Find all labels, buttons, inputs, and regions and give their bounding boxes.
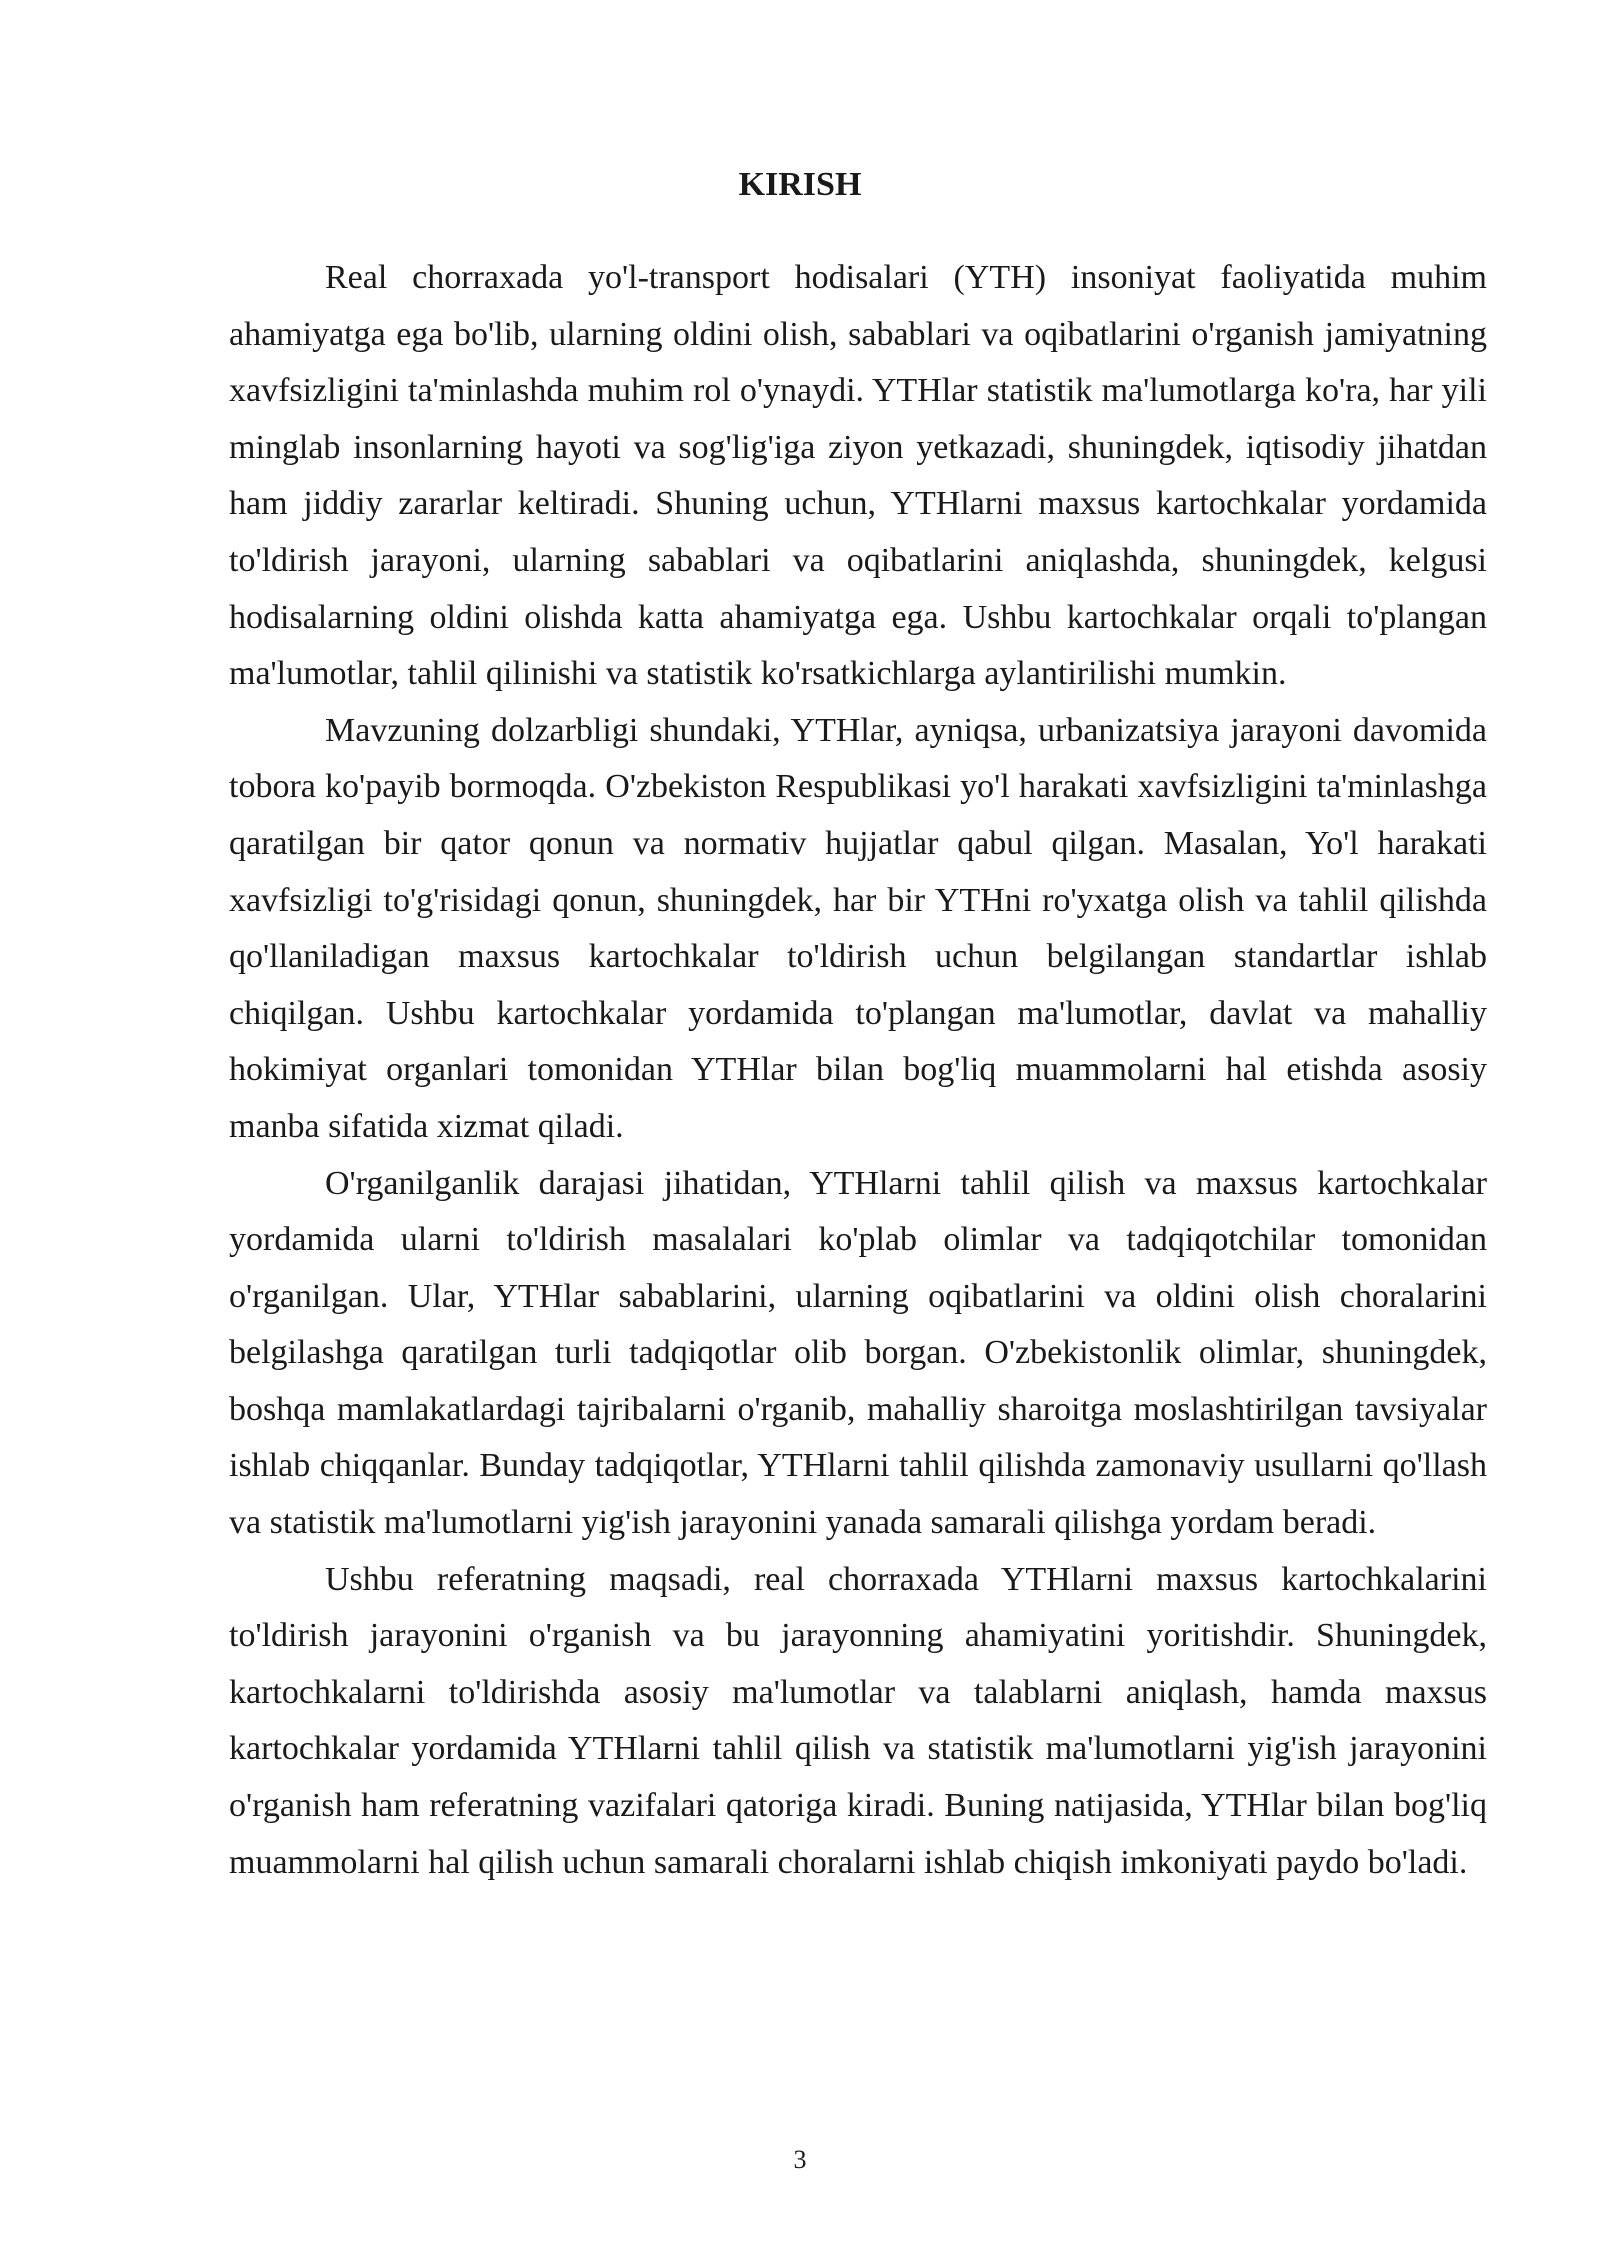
paragraph-purpose: Ushbu referatning maqsadi, real chorraxada YTHlarni maxsus kartochkalarini to'ldirish jarayonini o'rganish va bu jarayonning ahamiyatini yoritishdir. Shuningdek, kartochkalarni to'ldirishda asosiy ma'lumotlar va talablarni aniqlash, hamda maxsus kartochkalar yordamida YTHlarni tahlil qilish va statistik ma'lumotlarni yig'ish jarayonini o'rganish ham referatning vazifalari qatoriga kiradi. Buning natijasida, YTHlar bilan bog'liq muammolarni hal qilish uchun samarali choralarni ishlab chiqish imkoniyati paydo bo'ladi.	[229, 1560, 1487, 1881]
paragraph-research-level: O'rganilganlik darajasi jihatidan, YTHlarni tahlil qilish va maxsus kartochkalar yordamida ularni to'ldirish masalalari ko'plab olimlar va tadqiqotchilar tomonidan o'rganilgan. Ular, YTHlar sabablarini, ularning oqibatlarini va oldini olish choralarini belgilashga qaratilgan turli tadqiqotlar olib borgan. O'zbekistonlik olimlar, shuningdek, boshqa mamlakatlardagi tajribalarni o'rganib, mahalliy sharoitga moslashtirilgan tavsiyalar ishlab chiqqanlar. Bunday tadqiqotlar, YTHlarni tahlil qilishda zamonaviy usullarni qo'llash va statistik ma'lumotlarni yig'ish jarayonini yanada samarali qilishga yordam beradi.	[229, 1164, 1487, 1542]
paragraph-relevance: Mavzuning dolzarbligi shundaki, YTHlar, ayniqsa, urbanizatsiya jarayoni davomida tobora ko'payib bormoqda. O'zbekiston Respublikasi yo'l harakati xavfsizligini ta'minlashga qaratilgan bir qator qonun va normativ hujjatlar qabul qilgan. Masalan, Yo'l harakati xavfsizligi to'g'risidagi qonun, shuningdek, har bir YTHni ro'yxatga olish va tahlil qilishda qo'llaniladigan maxsus kartochkalar to'ldirish uchun belgilangan standartlar ishlab chiqilgan. Ushbu kartochkalar yordamida to'plangan ma'lumotlar, davlat va mahalliy hokimiyat organlari tomonidan YTHlar bilan bog'liq muammolarni hal etishda asosiy manba sifatida xizmat qiladi.	[229, 711, 1487, 1145]
section-title: KIRISH	[738, 166, 862, 203]
paragraph-intro: Real chorraxada yo'l-transport hodisalari (YTH) insoniyat faoliyatida muhim ahamiyatga ega bo'lib, ularning oldini olish, sabablari va oqibatlarini o'rganish jamiyatning xavfsizligini ta'minlashda muhim rol o'ynaydi. YTHlar statistik ma'lumotlarga ko'ra, har yili minglab insonlarning hayoti va sog'lig'iga ziyon yetkazadi, shuningdek, iqtisodiy jihatdan ham jiddiy zararlar keltiradi. Shuning uchun, YTHlarni maxsus kartochkalar yordamida to'ldirish jarayoni, ularning sabablari va oqibatlarini aniqlashda, shuningdek, kelgusi hodisalarning oldini olishda katta ahamiyatga ega. Ushbu kartochkalar orqali to'plangan ma'lumotlar, tahlil qilinishi va statistik ko'rsatkichlarga aylantirilishi mumkin.	[229, 259, 1487, 693]
page-number: 3	[793, 2145, 807, 2174]
body-text	[229, 250, 1487, 1891]
